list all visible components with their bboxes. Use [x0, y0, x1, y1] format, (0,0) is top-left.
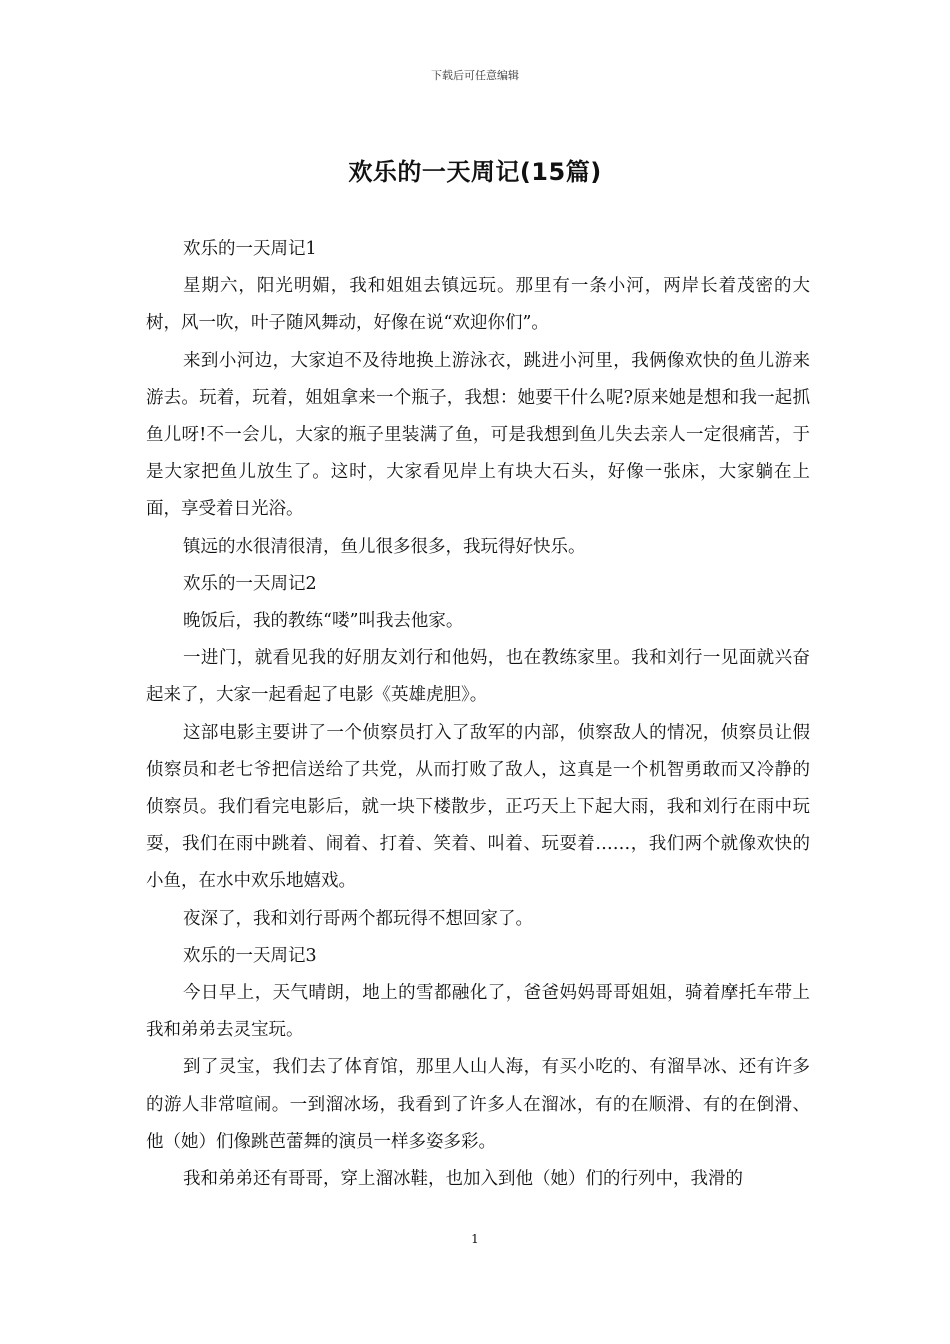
section-heading: 欢乐的一天周记1: [183, 239, 317, 259]
page-number: 1: [471, 1232, 479, 1246]
paragraph: 到了灵宝，我们去了体育馆，那里人山人海，有买小吃的、有溜旱冰、还有许多的游人非常喧闹。一到溜冰场，我看到了许多人在溜冰，有的在顺滑、有的在倒滑、他（她）们像跳芭蕾舞的演员一样多姿多彩。: [146, 1057, 810, 1152]
paragraph: 今日早上，天气晴朗，地上的雪都融化了，爸爸妈妈哥哥姐姐，骑着摩托车带上我和弟弟去灵宝玩。: [146, 983, 810, 1041]
paragraph: 星期六，阳光明媚，我和姐姐去镇远玩。那里有一条小河，两岸长着茂密的大树，风一吹，叶子随风舞动，好像在说“欢迎你们”。: [146, 276, 810, 334]
paragraph: 我和弟弟还有哥哥，穿上溜冰鞋，也加入到他（她）们的行列中，我滑的: [183, 1169, 743, 1190]
document-title: 欢乐的一天周记(15篇): [348, 158, 602, 186]
header-note: 下载后可任意编辑: [431, 69, 519, 82]
document-body: [146, 231, 810, 1198]
paragraph: 来到小河边，大家迫不及待地换上游泳衣，跳进小河里，我俩像欢快的鱼儿游来游去。玩着，玩着，姐姐拿来一个瓶子，我想：她要干什么呢?原来她是想和我一起抓鱼儿呀!不一会儿，大家的瓶子里装满了鱼，可是我想到鱼儿失去亲人一定很痛苦，于是大家把鱼儿放生了。这时，大家看见岸上有块大石头，好像一张床，大家躺在上面，享受着日光浴。: [146, 350, 810, 520]
paragraph: 这部电影主要讲了一个侦察员打入了敌军的内部，侦察敌人的情况，侦察员让假侦察员和老七爷把信送给了共党，从而打败了敌人，这真是一个机智勇敢而又冷静的侦察员。我们看完电影后，就一块下楼散步，正巧天上下起大雨，我和刘行在雨中玩耍，我们在雨中跳着、闹着、打着、笑着、叫着、玩耍着……，我们两个就像欢快的小鱼，在水中欢乐地嬉戏。: [146, 722, 810, 892]
section-heading: 欢乐的一天周记2: [183, 573, 317, 594]
paragraph: 夜深了，我和刘行哥两个都玩得不想回家了。: [183, 908, 533, 929]
paragraph: 一进门，就看见我的好朋友刘行和他妈，也在教练家里。我和刘行一见面就兴奋起来了，大家一起看起了电影《英雄虎胆》。: [146, 648, 810, 706]
section-heading: 欢乐的一天周记3: [183, 945, 317, 966]
paragraph: 镇远的水很清很清，鱼儿很多很多，我玩得好快乐。: [183, 536, 586, 557]
paragraph: 晚饭后，我的教练“喽”叫我去他家。: [183, 611, 464, 632]
